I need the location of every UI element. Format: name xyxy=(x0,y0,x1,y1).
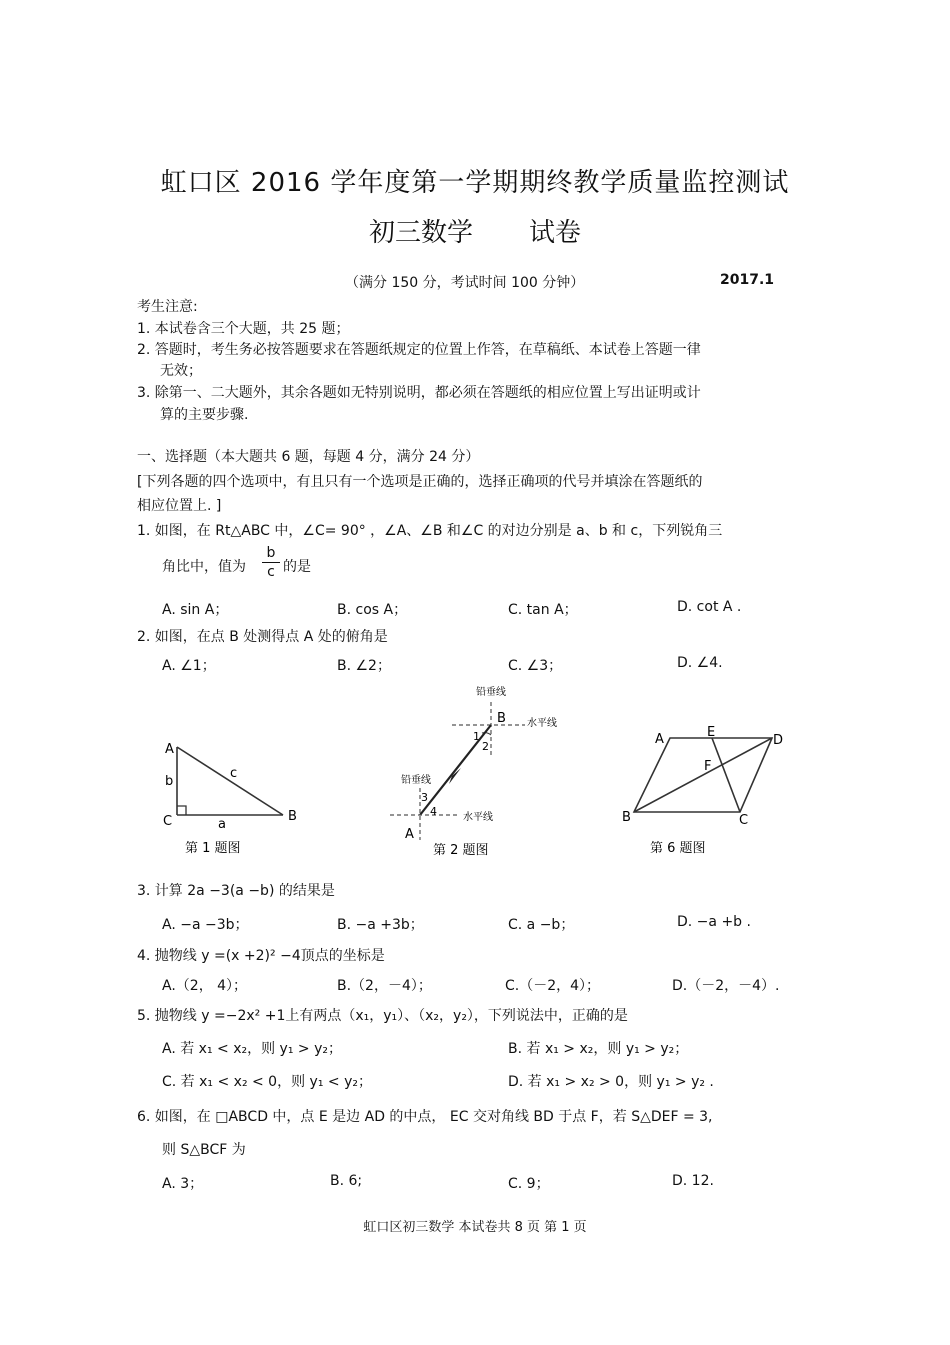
question-6-stem-cont: 则 S△BCF 为 xyxy=(162,1142,246,1158)
page-footer: 虹口区初三数学 本试卷共 8 页 第 1 页 xyxy=(363,1220,587,1235)
q3-option-d: D. −a +b . xyxy=(677,914,751,930)
section-instruction: [下列各题的四个选项中，有且只有一个选项是正确的，选择正确项的代号并填涂在答题纸的 xyxy=(137,474,703,490)
q5-option-b: B. 若 x₁ > x₂，则 y₁ > y₂； xyxy=(508,1041,689,1057)
diagonal-bd xyxy=(634,738,772,812)
q5-option-a: A. 若 x₁ < x₂，则 y₁ > y₂； xyxy=(162,1041,342,1057)
angle-2-label: 2 xyxy=(482,740,489,753)
right-angle-mark xyxy=(177,806,186,815)
notice-item: 无效； xyxy=(160,363,202,379)
label-B: B xyxy=(497,711,506,726)
label-horizontal-bottom: 水平线 xyxy=(463,812,493,823)
paper-type-label: 试卷 xyxy=(529,218,582,248)
q1-option-d: D. cot A . xyxy=(677,599,742,615)
exam-title: 虹口区 2016 学年度第一学期期终教学质量监控测试 xyxy=(160,168,790,198)
figure-2 xyxy=(390,685,557,858)
q6-option-c: C. 9； xyxy=(508,1176,550,1192)
question-4-stem: 4. 抛物线 y =(x +2)² −4顶点的坐标是 xyxy=(137,948,385,964)
figure-6-caption: 第 6 题图 xyxy=(650,841,706,856)
label-B: B xyxy=(288,809,297,824)
side-c xyxy=(177,747,283,815)
label-horizontal-top: 水平线 xyxy=(527,718,557,729)
notice-item: 2. 答题时，考生务必按答题要求在答题纸规定的位置上作答，在草稿纸、本试卷上答题一律 xyxy=(137,342,701,358)
question-1-stem: 1. 如图，在 Rt△ABC 中，∠C= 90° ，∠A、∠B 和∠C 的对边分别是 a、b 和 c，下列锐角三 xyxy=(137,523,723,539)
fraction-b-over-c xyxy=(262,545,280,580)
label-F: F xyxy=(704,759,712,774)
section-instruction: 相应位置上. ] xyxy=(137,498,222,514)
q2-option-d: D. ∠4. xyxy=(677,655,723,671)
figures-row xyxy=(0,680,950,860)
question-5-stem: 5. 抛物线 y =−2x² +1上有两点（x₁，y₁）、（x₂，y₂），下列说法中，正确的是 xyxy=(137,1008,628,1024)
angle-3-label: 3 xyxy=(421,791,428,804)
q2-option-a: A. ∠1； xyxy=(162,658,216,674)
q2-option-b: B. ∠2； xyxy=(337,658,391,674)
label-A: A xyxy=(165,742,174,757)
angle-1-label: 1 xyxy=(473,730,480,743)
question-3-stem: 3. 计算 2a −3(a −b) 的结果是 xyxy=(137,883,335,899)
q3-option-a: A. −a −3b； xyxy=(162,917,249,933)
label-A: A xyxy=(405,827,414,842)
exam-subtitle xyxy=(0,212,950,249)
segment-ec xyxy=(712,738,740,812)
section-heading: 一、选择题（本大题共 6 题，每题 4 分，满分 24 分） xyxy=(137,449,480,465)
label-C: C xyxy=(163,814,173,829)
sight-line xyxy=(420,725,491,815)
figure-1-caption: 第 1 题图 xyxy=(185,841,241,856)
label-c: c xyxy=(230,766,238,781)
q5-option-d: D. 若 x₁ > x₂ > 0，则 y₁ > y₂ . xyxy=(508,1074,714,1090)
fraction-bar xyxy=(262,562,280,563)
figure-2-caption: 第 2 题图 xyxy=(433,843,489,858)
figure-1 xyxy=(163,742,297,856)
label-E: E xyxy=(707,725,716,740)
q3-option-c: C. a −b； xyxy=(508,917,575,933)
question-1-stem-cont: 角比中，值为 xyxy=(162,559,246,575)
notice-item: 3. 除第一、二大题外，其余各题如无特别说明，都必须在答题纸的相应位置上写出证明或计 xyxy=(137,385,701,401)
question-1-stem-end: 的是 xyxy=(283,559,311,575)
subject-label: 初三数学 xyxy=(368,218,473,248)
q6-option-a: A. 3； xyxy=(162,1176,204,1192)
q2-option-c: C. ∠3； xyxy=(508,658,563,674)
notice-item: 算的主要步骤. xyxy=(160,407,249,423)
q4-option-c: C.（－2，4）； xyxy=(505,978,601,994)
q1-option-c: C. tan A； xyxy=(508,602,578,618)
q3-option-b: B. −a +3b； xyxy=(337,917,424,933)
label-plumb-bottom: 铅垂线 xyxy=(401,775,431,786)
exam-date: 2017.1 xyxy=(720,272,775,288)
notice-item: 1. 本试卷含三个大题，共 25 题； xyxy=(137,321,350,337)
fraction-numerator: b xyxy=(266,545,276,561)
figure-6 xyxy=(622,725,783,856)
exam-info: （满分 150 分，考试时间 100 分钟） xyxy=(345,275,585,291)
label-plumb-top: 铅垂线 xyxy=(476,687,506,698)
q4-option-b: B.（2，－4）； xyxy=(337,978,432,994)
q6-option-b: B. 6; xyxy=(330,1173,363,1189)
label-a: a xyxy=(218,817,226,832)
q6-option-d: D. 12. xyxy=(672,1173,714,1189)
notice-heading: 考生注意: xyxy=(137,299,198,315)
label-C: C xyxy=(739,813,749,828)
q1-option-b: B. cos A； xyxy=(337,602,408,618)
q5-option-c: C. 若 x₁ < x₂ < 0，则 y₁ < y₂； xyxy=(162,1074,372,1090)
label-D: D xyxy=(773,733,784,748)
label-A: A xyxy=(655,732,664,747)
q1-option-a: A. sin A； xyxy=(162,602,229,618)
label-b: b xyxy=(165,774,174,789)
q4-option-d: D.（－2，－4）. xyxy=(672,978,780,994)
fraction-denominator: c xyxy=(267,564,275,580)
angle-4-label: 4 xyxy=(430,805,437,818)
q4-option-a: A.（2， 4）； xyxy=(162,978,248,994)
question-2-stem: 2. 如图，在点 B 处测得点 A 处的俯角是 xyxy=(137,629,388,645)
question-6-stem: 6. 如图，在 □ABCD 中，点 E 是边 AD 的中点， EC 交对角线 BD 于点 F，若 S△DEF = 3, xyxy=(137,1109,713,1125)
label-B: B xyxy=(622,810,631,825)
